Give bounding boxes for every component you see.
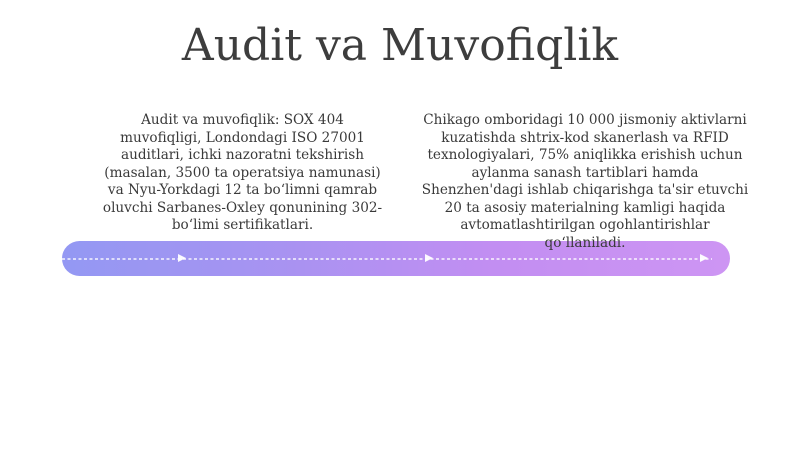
timeline-dashed-line (62, 258, 712, 260)
arrow-right-icon (176, 252, 188, 264)
left-text-block: Audit va muvofiqlik: SOX 404 muvofiqligi, Londondagi ISO 27001 auditlari, ichki nazoratni tekshirish (masalan, 3500 ta operatsiya namunasi) va Nyu-Yorkdagi 12 ta bo‘limni qamrab oluvchi Sarbanes-Oxley qonunining 302-bo‘limi sertifikatlari. (102, 112, 383, 233)
slide-title: Audit va Muvofiqlik (181, 20, 619, 71)
arrow-right-icon (423, 252, 435, 264)
right-text-block: Chikago omboridagi 10 000 jismoniy aktivlarni kuzatishda shtrix-kod skanerlash va RFID texnologiyalari, 75% aniqlikka erishish uchun aylanma sanash tartiblari hamda Shenzhen'dagi ishlab chiqarishga ta'sir etuvchi 20 ta asosiy materialning kamligi haqida avtomatlashtirilgan ogohlantirishlar qo‘llaniladi. (421, 112, 749, 251)
arrow-right-icon (698, 252, 710, 264)
